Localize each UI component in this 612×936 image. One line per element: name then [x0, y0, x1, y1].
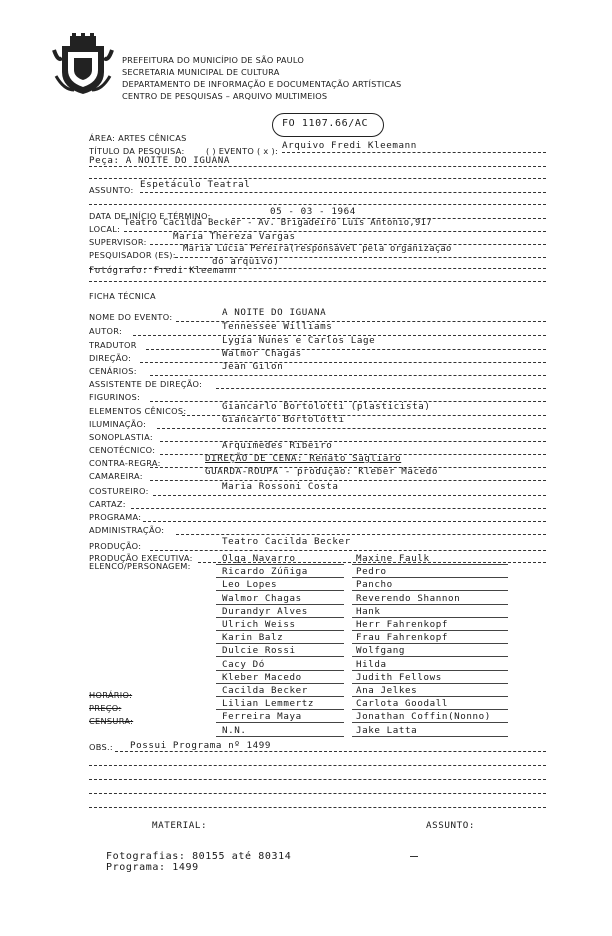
cast-role: Hilda — [356, 659, 387, 670]
cast-actor: Durandyr Alves — [222, 606, 308, 617]
cast-actor: Ulrich Weiss — [222, 619, 296, 630]
field-value: Jean Gilon — [222, 361, 284, 372]
field-label: CAMAREIRA: — [89, 471, 143, 481]
cast-role-line — [352, 709, 508, 710]
field-value: Tennessee Williams — [222, 321, 333, 332]
cast-role: Reverendo Shannon — [356, 593, 461, 604]
cast-role: Maxine Faulk — [356, 553, 430, 564]
cast-actor-line — [216, 656, 344, 657]
field-line — [140, 362, 546, 363]
field-line — [176, 534, 546, 535]
cast-role-line — [352, 617, 508, 618]
cast-role-line — [352, 577, 508, 578]
cast-role: Wolfgang — [356, 645, 406, 656]
pesquisador-value-2: do arquivo) — [212, 256, 280, 267]
cast-role: Frau Fahrenkopf — [356, 632, 448, 643]
titulo-label: TÍTULO DA PESQUISA: — [89, 146, 185, 156]
data-value: 05 - 03 - 1964 — [270, 206, 356, 217]
cast-role-line — [352, 722, 508, 723]
cast-actor-line — [216, 617, 344, 618]
elenco-label: ELENCO/PERSONAGEM: — [89, 561, 191, 571]
header-departamento: DEPARTAMENTO DE INFORMAÇÃO E DOCUMENTAÇÃO ARTÍSTICAS — [122, 79, 402, 89]
field-line — [131, 508, 546, 509]
titulo-line — [282, 152, 546, 153]
field-line — [160, 441, 546, 442]
field-value: Giancarlo Bortolotti — [222, 414, 345, 425]
obs-line-5 — [89, 807, 546, 808]
supervisor-label: SUPERVISOR: — [89, 237, 147, 247]
cast-actor: Leo Lopes — [222, 579, 278, 590]
programa-number: Programa: 1499 — [106, 862, 199, 873]
field-value: Lygia Nunes e Carlos Lage — [222, 335, 376, 346]
cast-role: Pedro — [356, 566, 387, 577]
obs-line — [115, 751, 546, 752]
ficha-tecnica-heading: FICHA TÉCNICA — [89, 291, 156, 301]
titulo-evento-label: ( ) EVENTO ( x ): — [206, 146, 279, 156]
assunto-line — [140, 192, 546, 193]
field-value: Giancarlo Bortolotti (plasticista) — [222, 401, 431, 412]
fotografo-value: Fotógrafo: Fredi Kleemann — [89, 266, 237, 276]
field-line — [216, 388, 546, 389]
cast-actor: Cacilda Becker — [222, 685, 308, 696]
cast-actor-line — [216, 683, 344, 684]
cast-role-line — [352, 564, 508, 565]
cast-role-line — [352, 590, 508, 591]
cast-actor: N.N. — [222, 725, 247, 736]
field-line — [150, 550, 546, 551]
field-label: CENOTÉCNICO: — [89, 445, 156, 455]
cast-role: Ana Jelkes — [356, 685, 418, 696]
assunto-value: Espetáculo Teatral — [140, 179, 251, 190]
cast-role-line — [352, 630, 508, 631]
peca-value: Peça: A NOITE DO IGUANA — [89, 155, 231, 166]
field-label: ILUMINAÇÃO: — [89, 419, 147, 429]
cast-role: Judith Fellows — [356, 672, 442, 683]
cast-actor-line — [216, 670, 344, 671]
horario-label: HORÁRIO: — [89, 690, 133, 700]
blank-line-2 — [89, 204, 546, 205]
cast-role: Pancho — [356, 579, 393, 590]
data-label: DATA DE INÍCIO E TÉRMINO: — [89, 211, 211, 221]
obs-value: Possui Programa nº 1499 — [130, 740, 272, 751]
censura-label: CENSURA: — [89, 716, 134, 726]
field-label: COSTUREIRO: — [89, 486, 149, 496]
cast-role-line — [352, 670, 508, 671]
archive-code: FO 1107.66/AC — [282, 118, 369, 129]
field-label: AUTOR: — [89, 326, 123, 336]
cast-role: Hank — [356, 606, 381, 617]
field-value: Arquimedes Ribeiro — [222, 440, 333, 451]
cast-actor: Walmor Chagas — [222, 593, 302, 604]
cast-actor-line — [216, 564, 344, 565]
cast-actor: Karin Balz — [222, 632, 284, 643]
titulo-value: Arquivo Fredi Kleemann — [282, 140, 417, 151]
header-secretaria: SECRETARIA MUNICIPAL DE CULTURA — [122, 67, 280, 77]
field-value: GUARDA-ROUPA - produção: Kleber Macedo — [205, 466, 438, 477]
cast-role-line — [352, 736, 508, 737]
field-label: ASSISTENTE DE DIREÇÃO: — [89, 379, 203, 389]
field-line — [153, 495, 546, 496]
cast-actor-line — [216, 696, 344, 697]
field-label: PRODUÇÃO: — [89, 541, 142, 551]
field-label: PROGRAMA: — [89, 512, 142, 522]
cast-actor-line — [216, 590, 344, 591]
field-label: CARTAZ: — [89, 499, 126, 509]
cast-actor-line — [216, 709, 344, 710]
field-value: Maria Rossoni Costa — [222, 481, 339, 492]
cast-role: Jake Latta — [356, 725, 418, 736]
blank-line-3 — [89, 281, 546, 282]
cast-actor: Ferreira Maya — [222, 711, 302, 722]
field-label: SONOPLASTIA: — [89, 432, 153, 442]
field-line — [146, 349, 546, 350]
cast-role: Herr Fahrenkopf — [356, 619, 448, 630]
cast-role: Jonathan Coffin(Nonno) — [356, 711, 491, 722]
field-label: CENÁRIOS: — [89, 366, 137, 376]
field-value: A NOITE DO IGUANA — [222, 307, 327, 318]
cast-actor: Kleber Macedo — [222, 672, 302, 683]
pesquisador-value: Maria Lúcia Pereira(responsável pela organização — [183, 244, 452, 254]
field-label: DIREÇÃO: — [89, 353, 132, 363]
obs-line-4 — [89, 793, 546, 794]
cast-role-line — [352, 656, 508, 657]
obs-line-3 — [89, 779, 546, 780]
cast-actor: Ricardo Zúñiga — [222, 566, 308, 577]
field-value: DIREÇÃO DE CENA: Renato Sagliaro — [205, 453, 402, 464]
material-label: MATERIAL: — [152, 820, 208, 831]
cast-role-line — [352, 604, 508, 605]
cast-actor-line — [216, 604, 344, 605]
cast-role: Carlota Goodall — [356, 698, 448, 709]
cast-actor: Cacy Dó — [222, 659, 265, 670]
pesquisador-label: PESQUISADOR (ES): — [89, 250, 176, 260]
field-label: ELEMENTOS CÊNICOS: — [89, 406, 187, 416]
field-label: PRODUÇÃO EXECUTIVA: — [89, 553, 193, 563]
field-line — [143, 521, 546, 522]
field-value: Walmor Chagas — [222, 348, 302, 359]
cast-actor-line — [216, 643, 344, 644]
peca-line — [89, 166, 546, 167]
assunto-label: ASSUNTO: — [89, 185, 134, 195]
obs-line-2 — [89, 765, 546, 766]
field-line — [157, 428, 546, 429]
cast-actor-line — [216, 722, 344, 723]
cast-actor: Dulcie Rossi — [222, 645, 296, 656]
assunto-bottom-label: ASSUNTO: — [426, 820, 476, 831]
preco-label: PREÇO: — [89, 703, 122, 713]
header-prefeitura: PREFEITURA DO MUNICÍPIO DE SÃO PAULO — [122, 55, 304, 65]
field-value: Teatro Cacilda Becker — [222, 536, 351, 547]
field-label: ADMINISTRAÇÃO: — [89, 525, 165, 535]
footer-dash-mark — [410, 856, 418, 857]
local-value: Teatro Cacilda Becker - Av. Brigadeiro Luís Antonio,917 — [124, 218, 432, 228]
header-centro: CENTRO DE PESQUISAS – ARQUIVO MULTIMEIOS — [122, 91, 328, 101]
fotografias-range: Fotografias: 80155 até 80314 — [106, 851, 292, 862]
field-label: TRADUTOR — [89, 340, 137, 350]
area-label: ÁREA: ARTES CÊNICAS — [89, 133, 187, 143]
local-label: LOCAL: — [89, 224, 121, 234]
field-line — [150, 375, 546, 376]
obs-label: OBS.: — [89, 742, 113, 752]
municipal-coat-of-arms-icon — [52, 32, 114, 96]
cast-actor-line — [216, 630, 344, 631]
field-label: NOME DO EVENTO: — [89, 312, 173, 322]
field-label: FIGURINOS: — [89, 392, 141, 402]
field-label: CONTRA-REGRA: — [89, 458, 161, 468]
cast-actor: Olga Navarro — [222, 553, 296, 564]
cast-actor: Lilian Lemmertz — [222, 698, 314, 709]
cast-role-line — [352, 696, 508, 697]
cast-role-line — [352, 683, 508, 684]
cast-role-line — [352, 643, 508, 644]
field-line — [150, 480, 546, 481]
cast-actor-line — [216, 736, 344, 737]
supervisor-value: Maria Thereza Vargas — [173, 231, 296, 242]
cast-actor-line — [216, 577, 344, 578]
